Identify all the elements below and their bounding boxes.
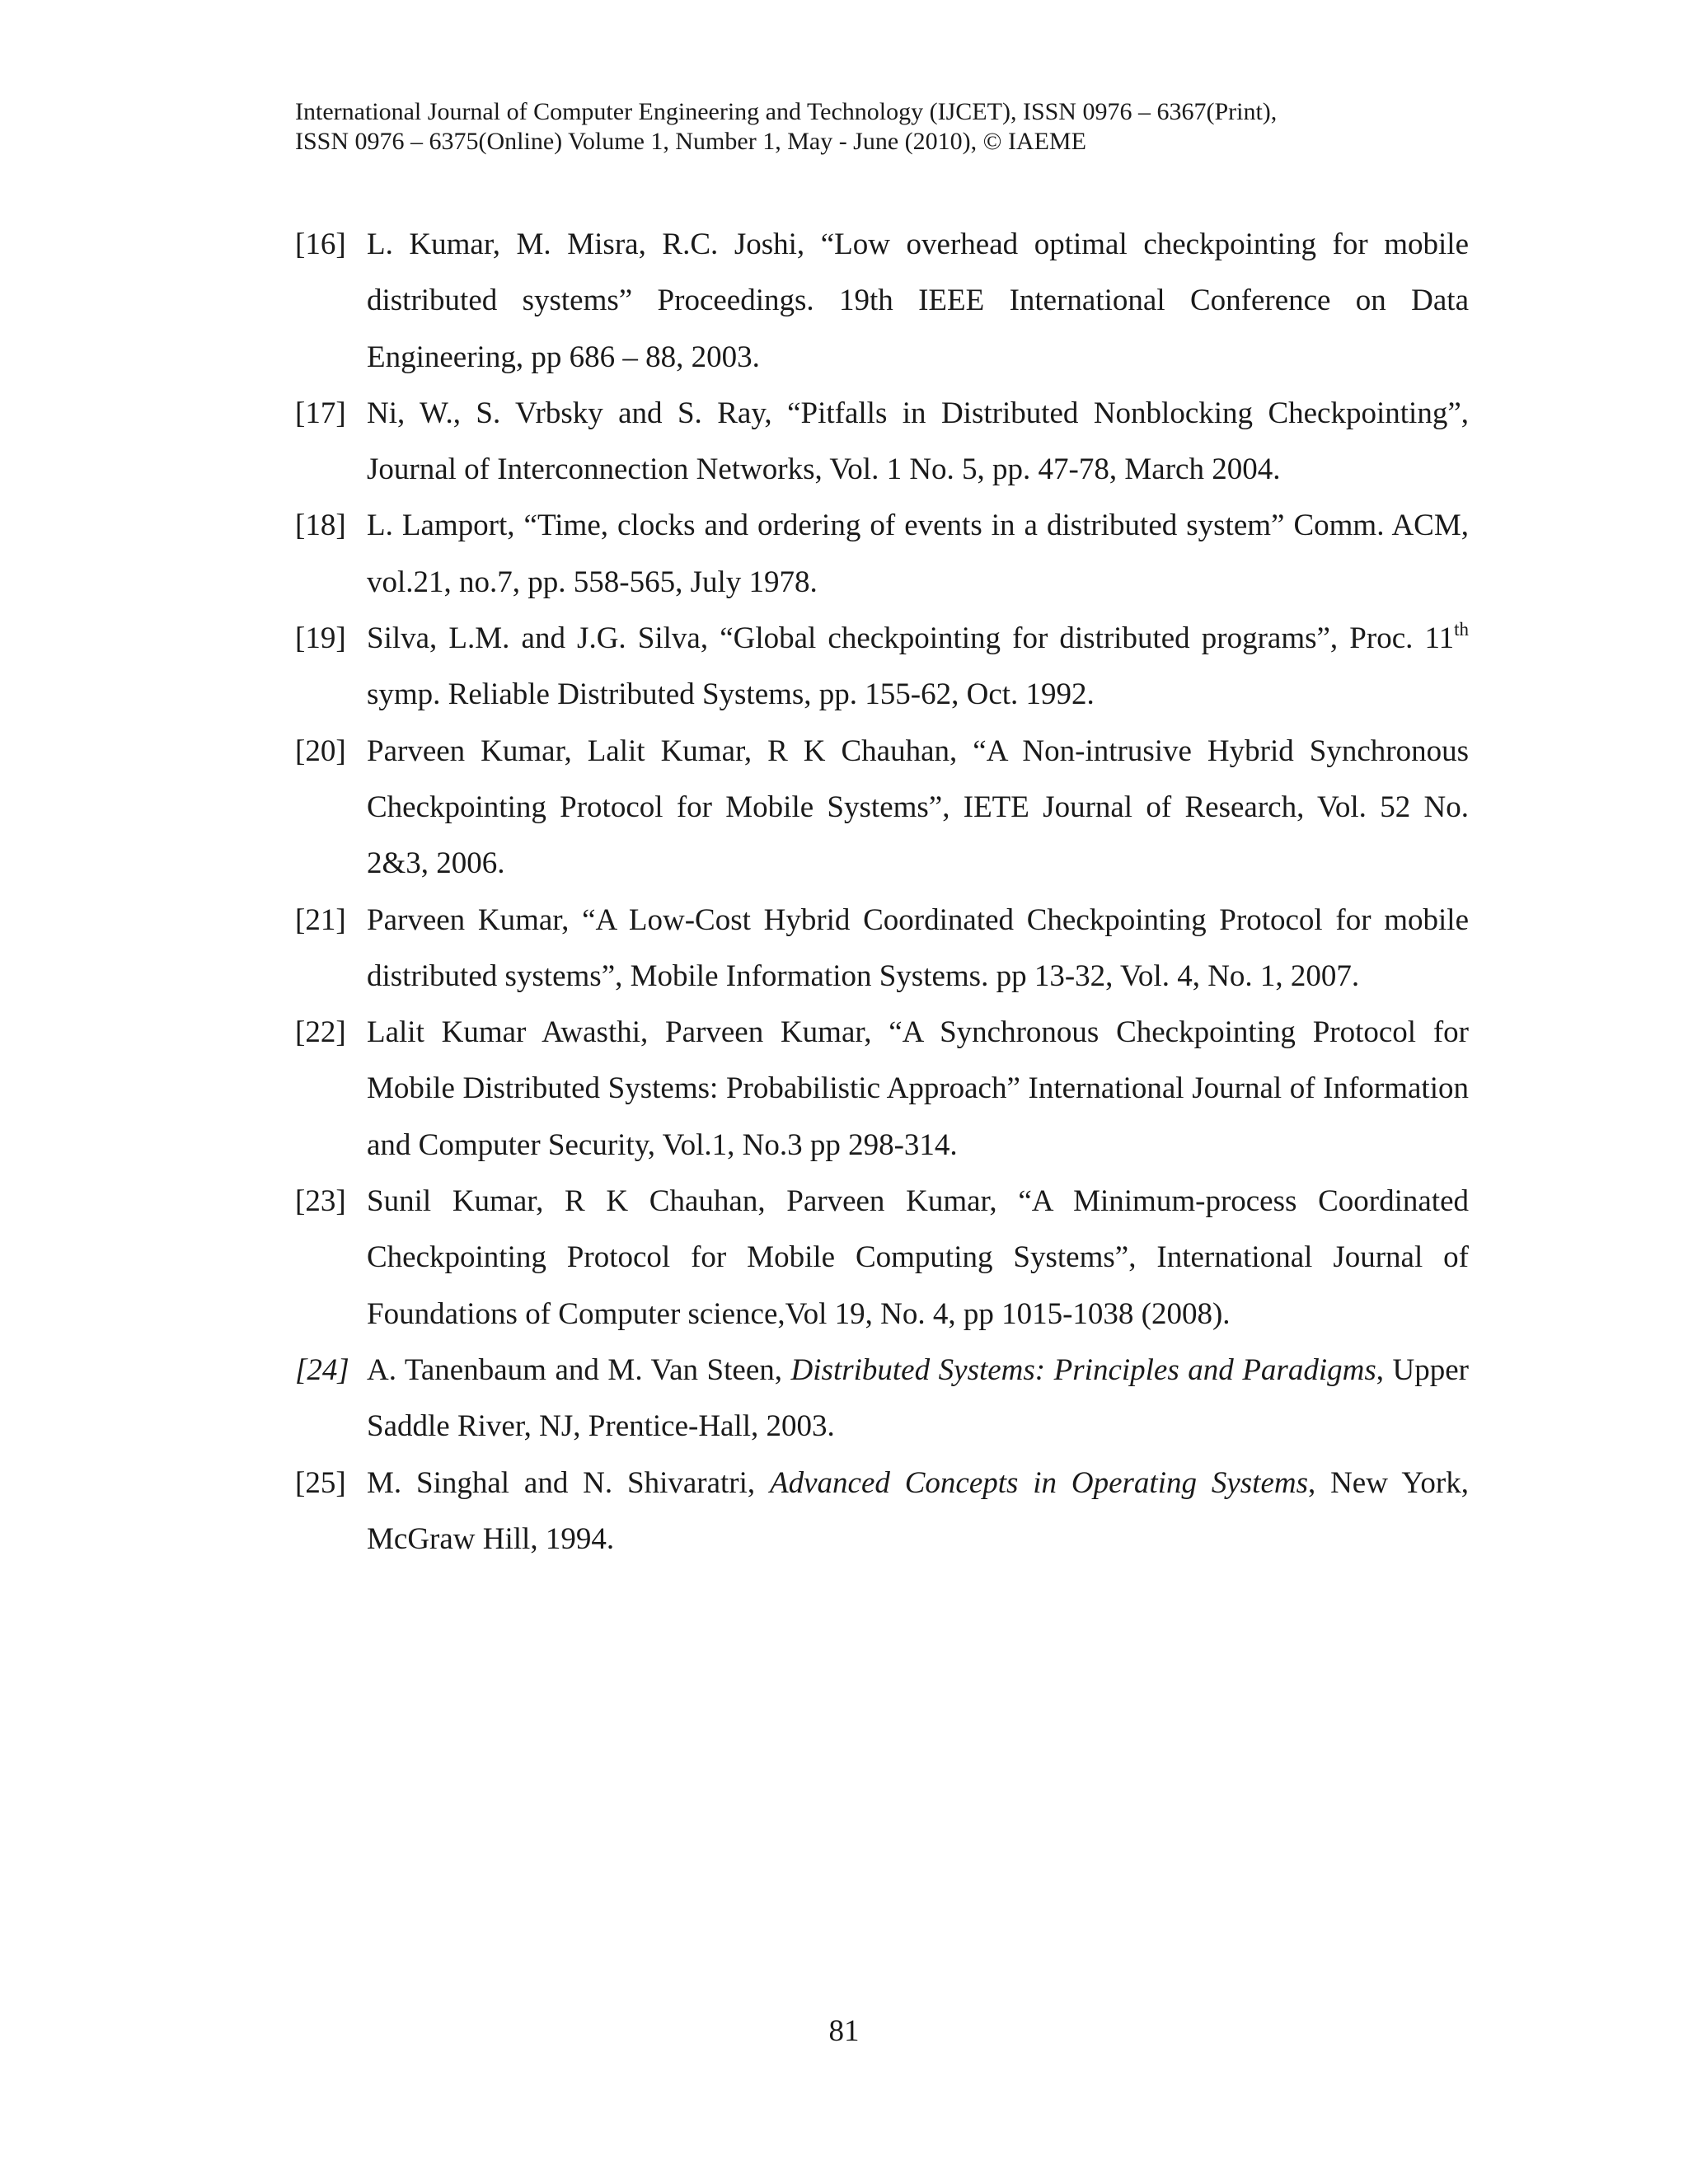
superscript-ordinal: th [1454,619,1469,640]
book-title: Distributed Systems: Principles and Paradigms [790,1352,1376,1387]
reference-number: [21] [295,902,346,937]
header-line-1: International Journal of Computer Engineering and Technology (IJCET), ISSN 0976 – 6367(Print), [295,98,1278,125]
reference-text [367,621,1469,711]
reference-number: [19] [295,621,346,656]
reference-item [295,1343,1469,1455]
reference-text: Lalit Kumar Awasthi, Parveen Kumar, “A Synchronous Checkpointing Protocol for Mobile Distributed Systems: Probabilistic Approach” International Journal of Information and Computer Security, Vol.1, No.3 pp 298-314. [367,1015,1469,1162]
reference-text: Ni, W., S. Vrbsky and S. Ray, “Pitfalls in Distributed Nonblocking Checkpointing”, Journal of Interconnection Networks, Vol. 1 No. 5, pp. 47-78, March 2004. [367,396,1469,487]
reference-item [295,893,1469,1005]
reference-item [295,1455,1469,1568]
reference-item [295,1174,1469,1343]
reference-number: [18] [295,509,346,543]
reference-item [295,724,1469,893]
reference-text-part: A. Tanenbaum and M. Van Steen, [367,1352,791,1387]
reference-number: [16] [295,227,346,261]
reference-text: Sunil Kumar, R K Chauhan, Parveen Kumar, “A Minimum-process Coordinated Checkpointing Protocol for Mobile Computing Systems”, International Journal of Foundations of Computer science,Vol 19, No. 4, pp 1015-1038 (2008). [367,1184,1469,1331]
header-line-2: ISSN 0976 – 6375(Online) Volume 1, Number 1, May - June (2010), © IAEME [295,128,1086,155]
reference-number: [20] [295,733,346,768]
reference-text-part: symp. Reliable Distributed Systems, pp. 155-62, Oct. 1992. [367,677,1095,712]
reference-list [295,217,1469,1568]
reference-item [295,611,1469,724]
reference-number: [24] [295,1352,349,1387]
reference-text: L. Kumar, M. Misra, R.C. Joshi, “Low overhead optimal checkpointing for mobile distributed systems” Proceedings. 19th IEEE International Conference on Data Engineering, pp 686 – 88, 2003. [367,227,1469,374]
reference-number: [23] [295,1184,346,1219]
reference-number: [22] [295,1015,346,1050]
reference-item [295,386,1469,499]
reference-number: [17] [295,396,346,430]
reference-text-part: Silva, L.M. and J.G. Silva, “Global checkpointing for distributed programs”, Proc. 11 [367,621,1455,656]
reference-item [295,217,1469,386]
reference-text-part: M. Singhal and N. Shivaratri, [367,1465,770,1500]
reference-text: Parveen Kumar, Lalit Kumar, R K Chauhan, “A Non-intrusive Hybrid Synchronous Checkpointing Protocol for Mobile Systems”, IETE Journal of Research, Vol. 52 No. 2&3, 2006. [367,733,1469,881]
reference-item [295,498,1469,611]
book-title: Advanced Concepts in Operating Systems [770,1465,1308,1500]
reference-number: [25] [295,1465,346,1500]
page-number: 81 [828,2014,860,2048]
reference-item [295,1005,1469,1174]
reference-text [367,1353,1469,1443]
reference-text-part: , Upper Saddle River, NJ, Prentice-Hall, 2003. [367,1352,1469,1444]
reference-text [367,1466,1469,1556]
reference-text: L. Lamport, “Time, clocks and ordering of events in a distributed system” Comm. ACM, vol.21, no.7, pp. 558-565, July 1978. [367,509,1469,599]
reference-text: Parveen Kumar, “A Low-Cost Hybrid Coordinated Checkpointing Protocol for mobile distributed systems”, Mobile Information Systems. pp 13-32, Vol. 4, No. 1, 2007. [367,902,1469,993]
running-header [295,97,1531,157]
reference-text-part: , New York, McGraw Hill, 1994. [367,1465,1470,1556]
